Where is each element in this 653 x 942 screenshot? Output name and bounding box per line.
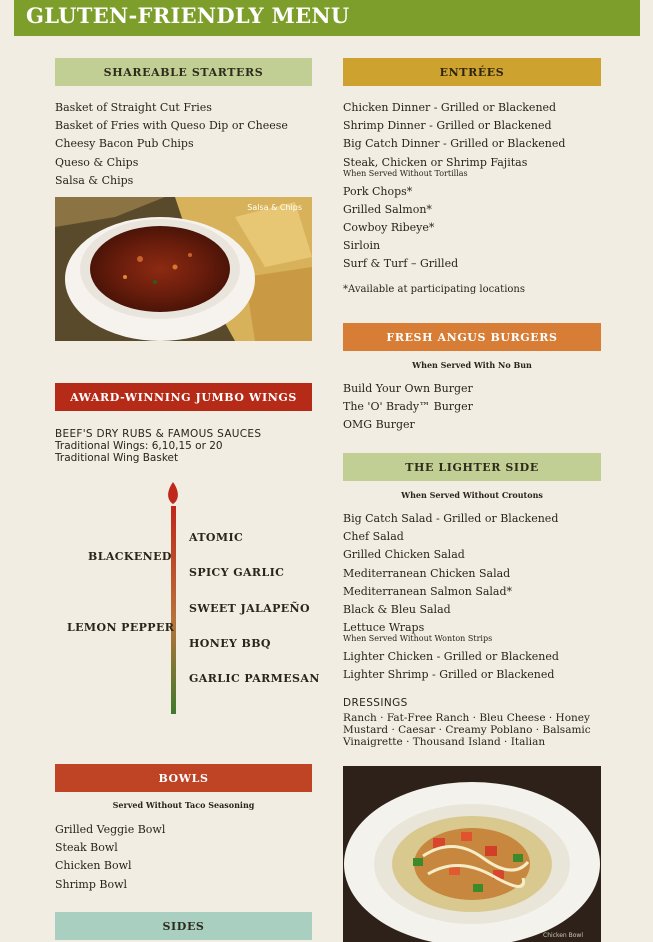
list-item: Grilled Veggie Bowl [55,823,166,836]
burgers-subtitle: When Served With No Bun [412,360,532,370]
list-item: Lighter Shrimp - Grilled or Blackened [343,668,555,682]
sauce-label: HONEY BBQ [189,637,271,650]
dressings-label: DRESSINGS [343,697,408,709]
list-item: Cheesy Bacon Pub Chips [55,137,194,151]
list-item: Grilled Chicken Salad [343,548,465,562]
list-item: Pork Chops* [343,184,413,198]
list-item: Basket of Straight Cut Fries [55,101,212,114]
sauce-label: SPICY GARLIC [189,566,285,579]
entrees-list [343,99,565,274]
lighter-list [343,510,559,685]
wings-line: Traditional Wing Basket [55,452,179,464]
section-header-bowls: BOWLS [55,764,312,792]
section-header-burgers: FRESH ANGUS BURGERS [343,323,601,351]
burgers-list [343,380,473,435]
chicken-bowl-photo [343,766,601,942]
section-header-lighter-side: THE LIGHTER SIDE [343,453,601,481]
list-item: Black & Bleu Salad [343,602,451,616]
list-item: Lighter Chicken - Grilled or Blackened [343,650,559,664]
entrees-footnote: *Available at participating locations [343,284,525,295]
section-header-sides: SIDES [55,912,312,940]
item-name: Lettuce Wraps [343,621,425,635]
starters-list [55,99,288,190]
list-item: Queso & Chips [55,155,139,169]
list-item: OMG Burger [343,418,415,432]
list-item [343,154,565,183]
dry-rub-label: BLACKENED [88,550,172,563]
list-item: Chicken Dinner - Grilled or Blackened [343,101,557,114]
sauce-label: SWEET JALAPEÑO [189,602,310,615]
photo-caption: Chicken Bowl [543,932,583,939]
bowls-subtitle: Served Without Taco Seasoning [112,800,255,810]
section-header-entrees: ENTRÉES [343,58,601,86]
list-item: Basket of Fries with Queso Dip or Cheese [55,119,288,133]
list-item: Steak Bowl [55,841,118,855]
list-item: Cowboy Ribeye* [343,220,435,234]
dressings-block [343,697,603,748]
list-item: Shrimp Bowl [55,877,128,891]
list-item [343,619,559,648]
dry-rub-label: LEMON PEPPER [67,621,175,634]
bowl-photo-art [343,766,601,942]
list-item: Shrimp Dinner - Grilled or Blackened [343,119,552,133]
salsa-photo-art [55,197,312,341]
list-item: Mediterranean Salmon Salad* [343,584,513,598]
page-title: GLUTEN-FRIENDLY MENU [26,3,350,28]
list-item: Chicken Bowl [55,859,132,873]
lighter-subtitle: When Served Without Croutons [401,490,543,500]
section-header-wings: AWARD-WINNING JUMBO WINGS [55,383,312,411]
item-note: When Served Without Wonton Strips [343,634,493,644]
bowls-list [55,821,165,894]
list-item: Surf & Turf – Grilled [343,257,459,271]
dressings-text: Ranch · Fat-Free Ranch · Bleu Cheese · Honey Mustard · Caesar · Creamy Poblano · Balsamic Vinaigrette · Thousand Island · Italian [343,712,591,748]
item-name: Steak, Chicken or Shrimp Fajitas [343,155,528,169]
sauce-label: GARLIC PARMESAN [189,672,320,685]
section-header-starters: SHAREABLE STARTERS [55,58,312,86]
list-item: Salsa & Chips [55,173,134,187]
wings-line: Traditional Wings: 6,10,15 or 20 [55,440,223,452]
wings-info [55,428,261,464]
list-item: Big Catch Salad - Grilled or Blackened [343,512,559,525]
list-item: Mediterranean Chicken Salad [343,566,511,580]
list-item: Build Your Own Burger [343,382,473,395]
photo-caption: Salsa & Chips [247,203,302,212]
list-item: Chef Salad [343,530,404,544]
title-banner [14,0,640,36]
list-item: The 'O' Brady™ Burger [343,400,473,414]
salsa-chips-photo [55,197,312,341]
item-note: When Served Without Tortillas [343,168,468,178]
list-item: Big Catch Dinner - Grilled or Blackened [343,137,566,151]
wings-subhead: BEEF'S DRY RUBS & FAMOUS SAUCES [55,428,262,440]
list-item: Grilled Salmon* [343,202,432,216]
sauce-label: ATOMIC [189,531,244,544]
heat-scale [160,480,190,716]
flame-icon [168,482,178,504]
list-item: Sirloin [343,239,381,253]
